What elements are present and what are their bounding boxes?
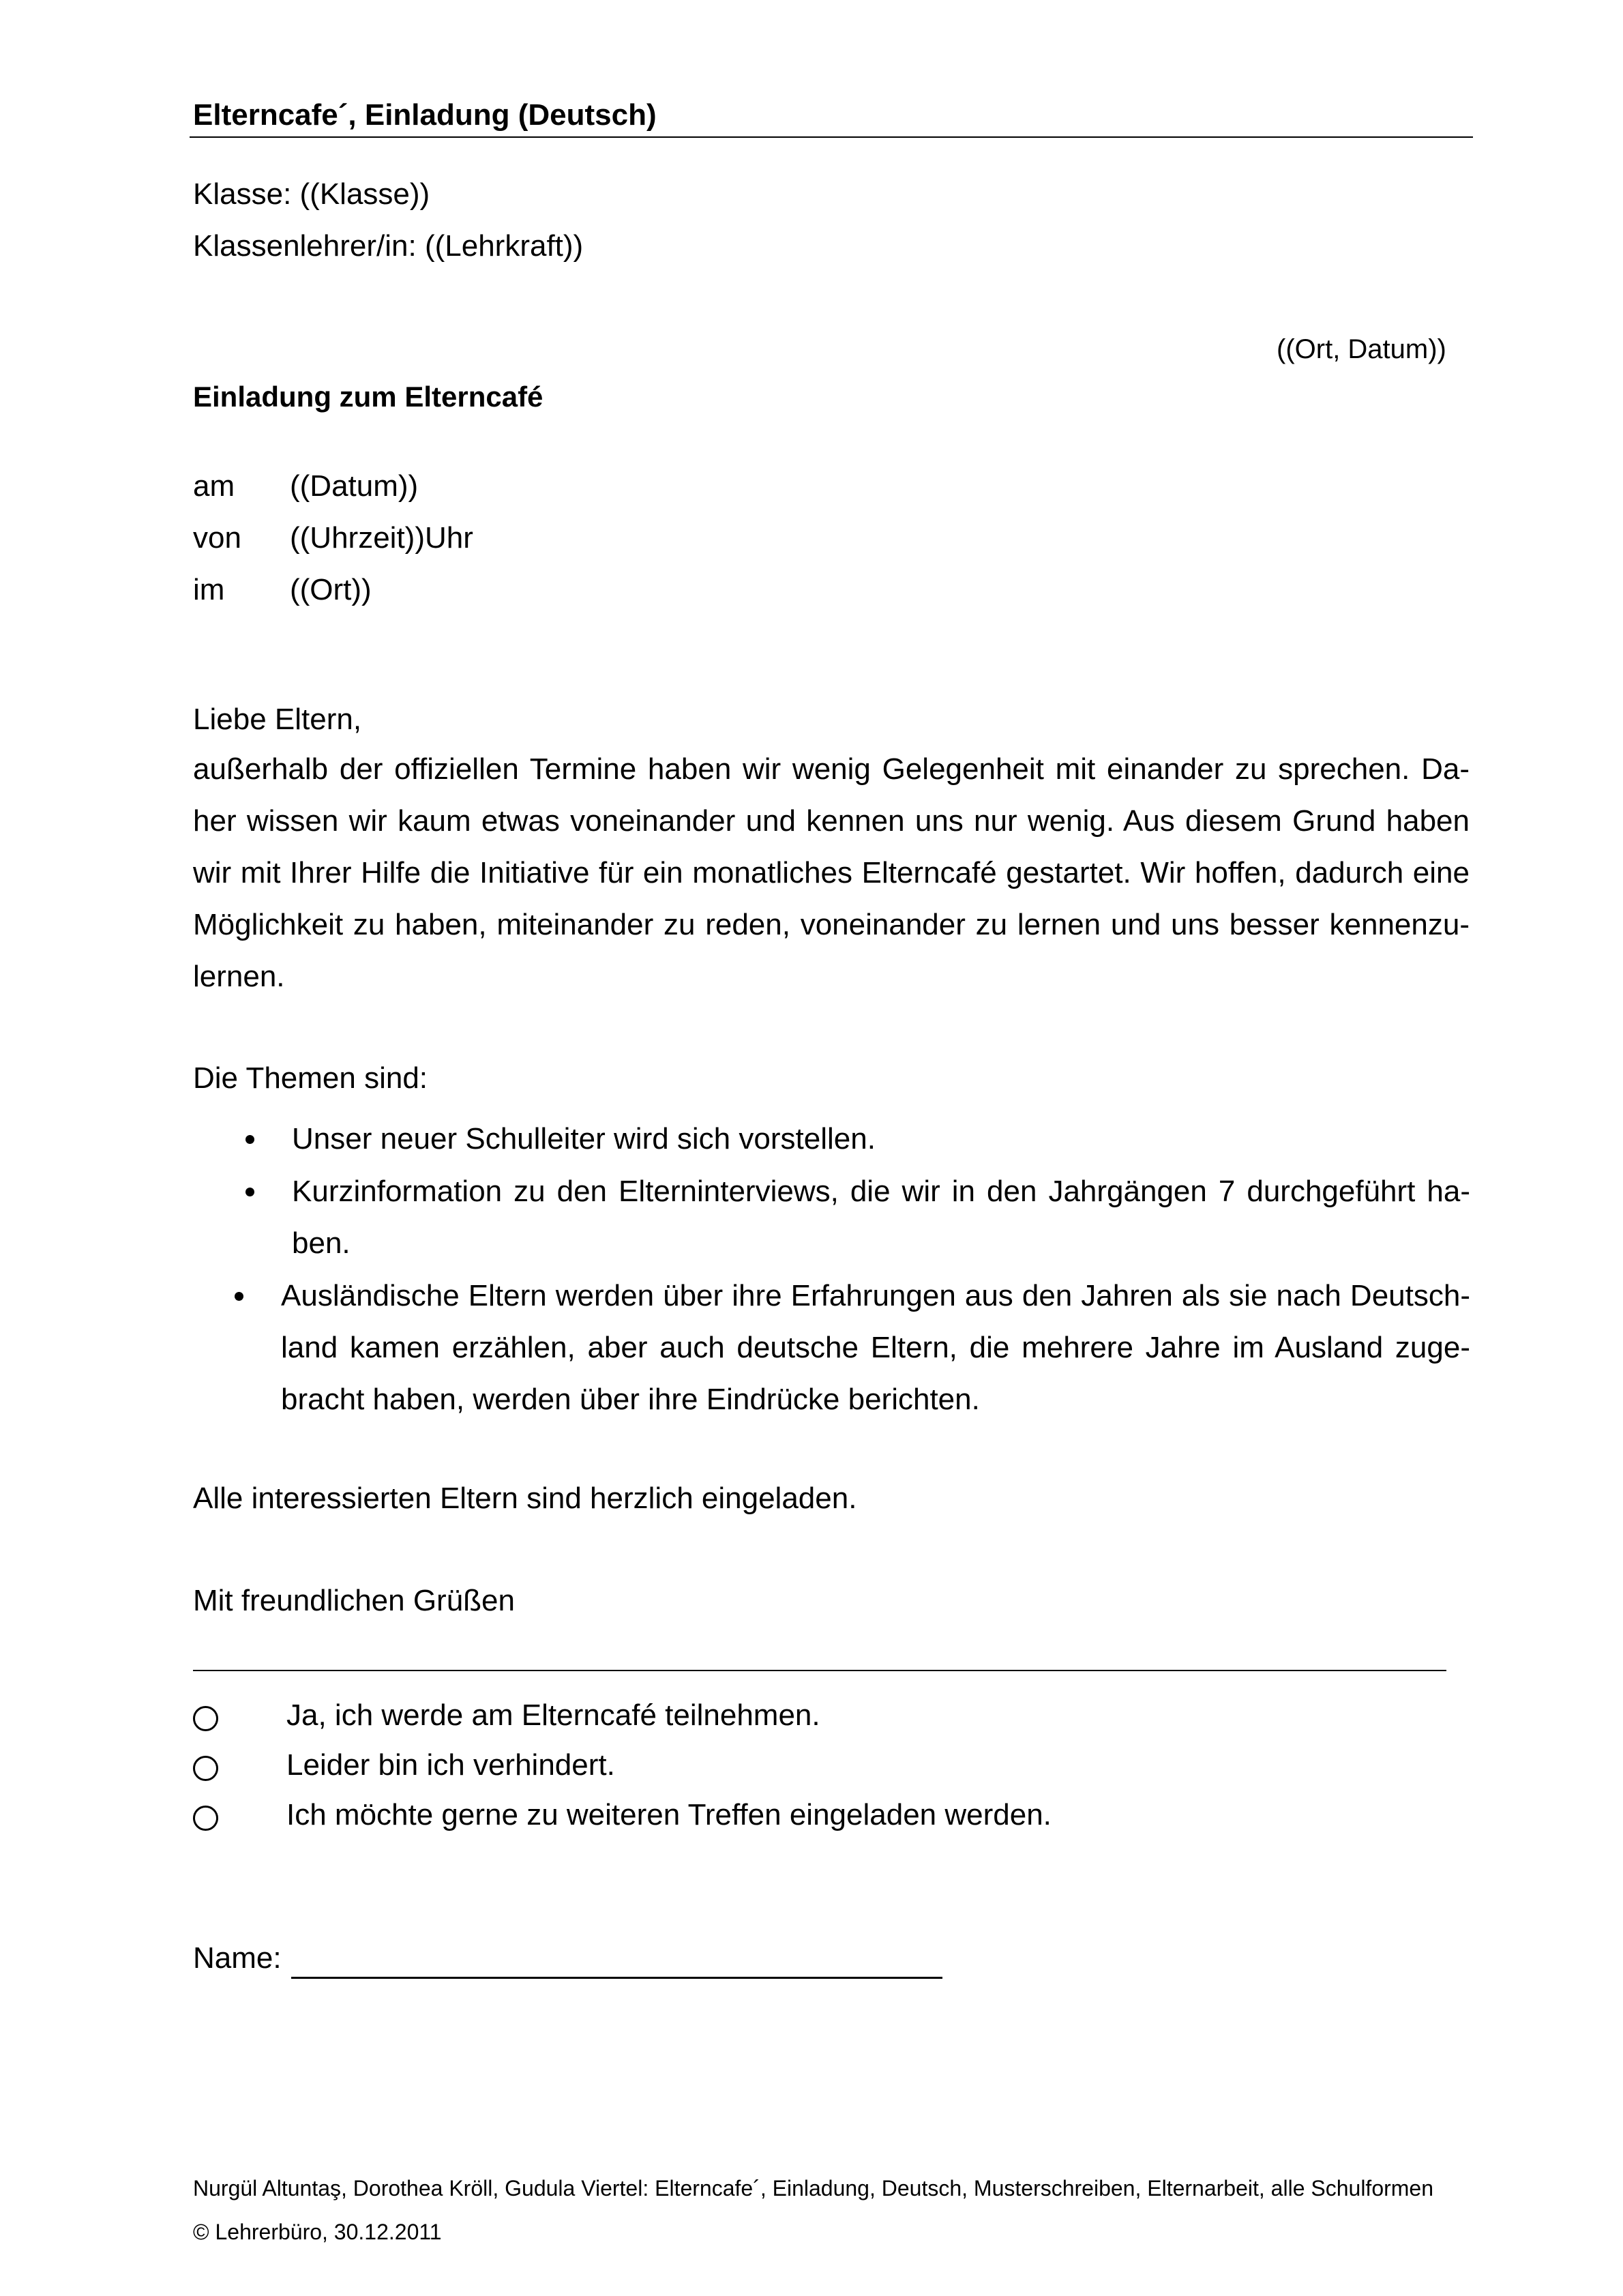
bullet-icon — [245, 1135, 254, 1144]
theme-list-item — [292, 1113, 1470, 1165]
theme-line: Kurzinformation zu den Elterninterviews, die wir in den Jahrgängen 7 durchgeführt ha- — [292, 1175, 1470, 1208]
theme-line: Unser neuer Schulleiter wird sich vorstellen. — [292, 1122, 876, 1156]
future-invite-option-label: Ich möchte gerne zu weiteren Treffen eingeladen werden. — [286, 1798, 1052, 1831]
theme-line: land kamen erzählen, aber auch deutsche Eltern, die mehrere Jahre im Ausland zuge- — [281, 1331, 1470, 1364]
themes-intro: Die Themen sind: — [193, 1061, 428, 1095]
time-value: ((Uhrzeit))Uhr — [290, 521, 473, 555]
time-label: von — [193, 521, 241, 555]
teacher-field: Klassenlehrer/in: ((Lehrkraft)) — [193, 229, 584, 263]
paragraph-line: her wissen wir kaum etwas voneinander und kennen uns nur wenig. Aus diesem Grund haben — [193, 804, 1470, 838]
theme-line: bracht haben, werden über ihre Eindrücke berichten. — [281, 1383, 980, 1416]
location-label: im — [193, 573, 225, 606]
bullet-icon — [245, 1188, 254, 1196]
class-field: Klasse: ((Klasse)) — [193, 177, 430, 211]
cut-separator-line — [193, 1670, 1446, 1671]
attend-option-label: Ja, ich werde am Elterncafé teilnehmen. — [286, 1698, 820, 1732]
name-label: Name: — [193, 1941, 282, 1975]
document-header-title: Elterncafe´, Einladung (Deutsch) — [193, 98, 657, 132]
paragraph-line: lernen. — [193, 960, 285, 993]
regards: Mit freundlichen Grüßen — [193, 1584, 515, 1617]
paragraph-line: außerhalb der offiziellen Termine haben wir wenig Gelegenheit mit einander zu sprechen. Da- — [193, 752, 1470, 786]
date-value: ((Datum)) — [290, 469, 419, 503]
decline-radio-icon[interactable] — [193, 1756, 218, 1781]
name-signature-line[interactable] — [291, 1977, 942, 1979]
letter-body-paragraph — [193, 744, 1470, 1003]
theme-list-item — [292, 1166, 1470, 1269]
decline-option-label: Leider bin ich verhindert. — [286, 1748, 615, 1782]
location-value: ((Ort)) — [290, 573, 372, 606]
bullet-icon — [235, 1292, 243, 1301]
invitation-title: Einladung zum Elterncafé — [193, 381, 544, 413]
place-date-field: ((Ort, Datum)) — [1277, 334, 1446, 364]
footer-copyright: © Lehrerbüro, 30.12.2011 — [193, 2220, 442, 2244]
letter-greeting: Liebe Eltern, — [193, 703, 362, 736]
theme-line: Ausländische Eltern werden über ihre Erfahrungen aus den Jahren als sie nach Deutsch- — [281, 1279, 1470, 1312]
date-label: am — [193, 469, 235, 503]
footer-credits: Nurgül Altuntaş, Dorothea Kröll, Gudula Viertel: Elterncafe´, Einladung, Deutsch, Musterschreiben, Elternarbeit, alle Schulformen — [193, 2176, 1434, 2201]
header-rule — [190, 136, 1473, 138]
attend-radio-icon[interactable] — [193, 1706, 218, 1731]
closing-invitation: Alle interessierten Eltern sind herzlich eingeladen. — [193, 1482, 857, 1515]
paragraph-line: wir mit Ihrer Hilfe die Initiative für ein monatliches Elterncafé gestartet. Wir hoffen, dadurch eine — [193, 856, 1470, 889]
theme-list-item — [281, 1270, 1470, 1426]
paragraph-line: Möglichkeit zu haben, miteinander zu reden, voneinander zu lernen und uns besser kennenzu- — [193, 908, 1470, 941]
theme-line: ben. — [292, 1226, 351, 1260]
future-invite-radio-icon[interactable] — [193, 1806, 218, 1831]
